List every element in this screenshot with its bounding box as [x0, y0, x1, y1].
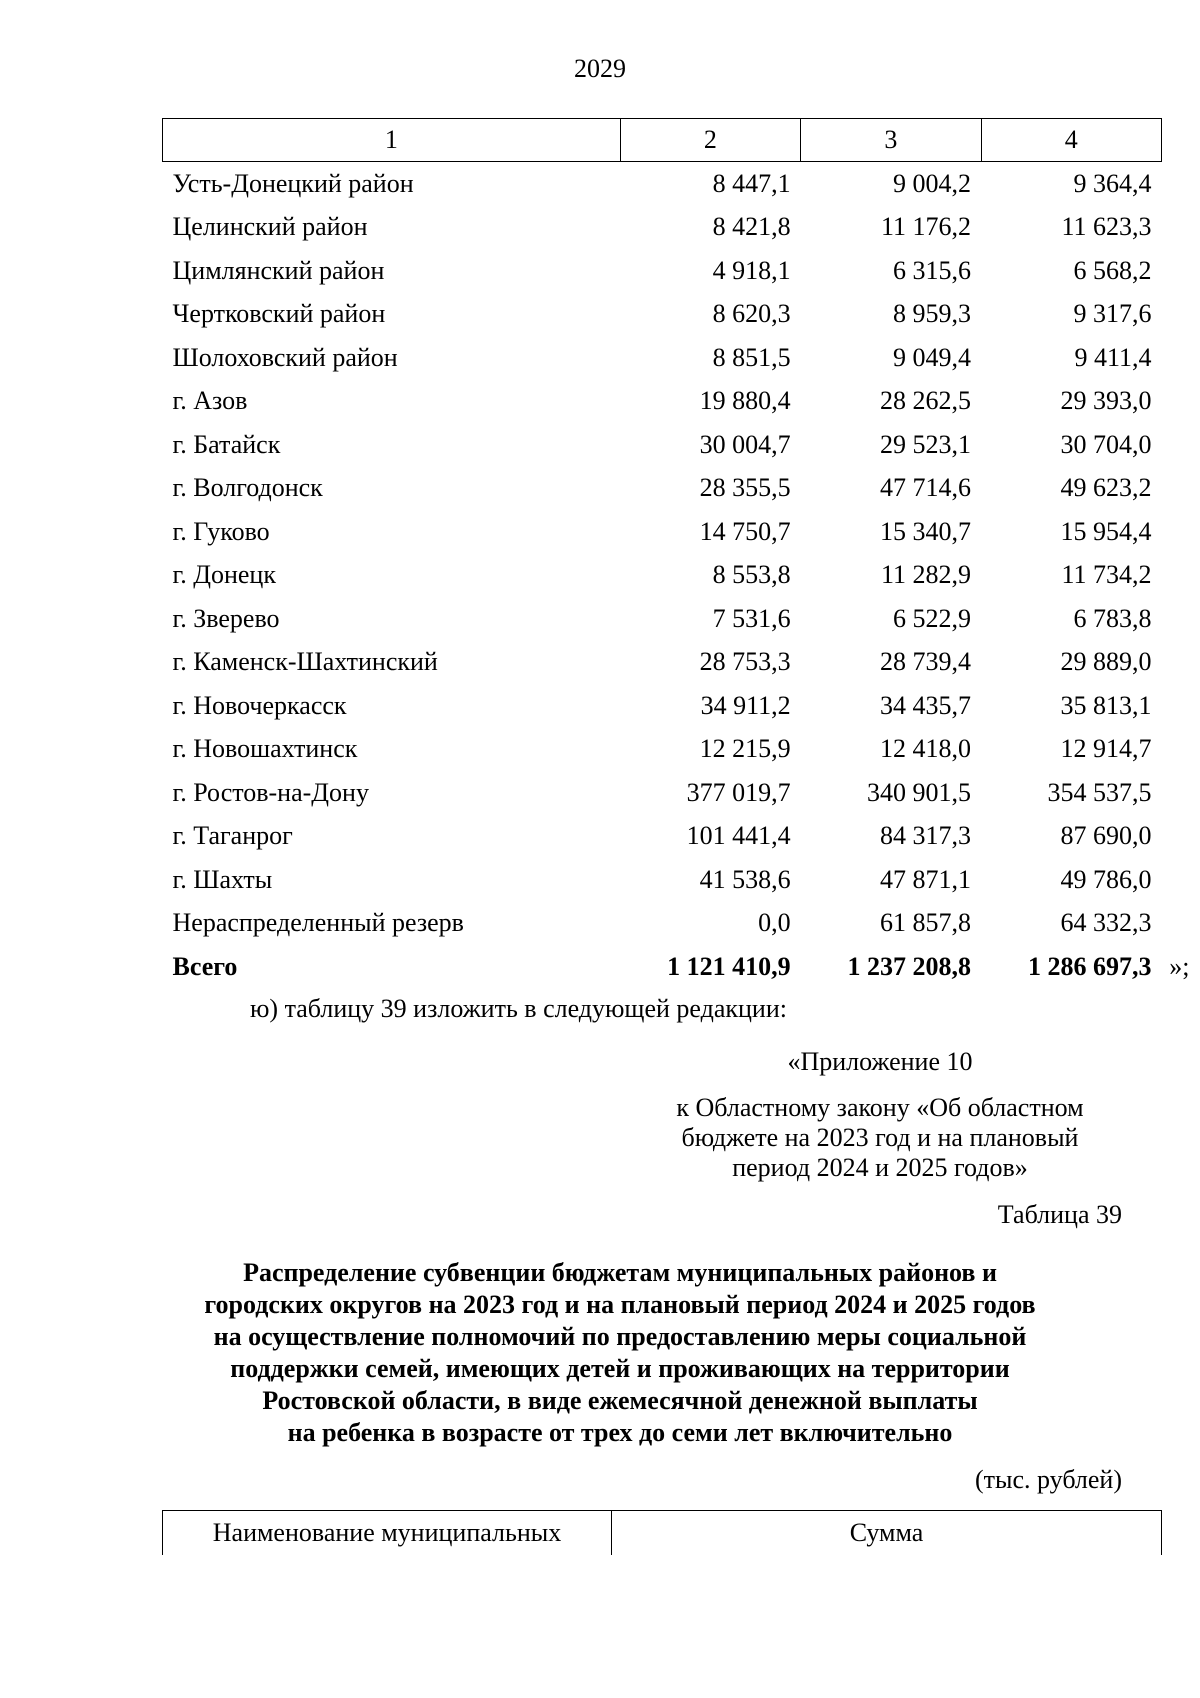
row-value-2025: 12 914,7: [1060, 734, 1152, 764]
row-value-2024: 34 435,7: [880, 690, 972, 720]
row-value-2025: 6 783,8: [1073, 603, 1152, 633]
header-sum: Сумма: [612, 1511, 1162, 1556]
header-col-3: 3: [801, 119, 981, 162]
table-row: [163, 162, 1162, 206]
table-number-label: Таблица 39: [997, 1200, 1122, 1229]
row-value-2025: 9 317,6: [1073, 299, 1152, 329]
row-value-2025: 87 690,0: [1060, 821, 1152, 851]
row-value-2025: 6 568,2: [1073, 255, 1152, 285]
total-value-2025-cell: [981, 945, 1190, 989]
row-value-2024: 9 004,2: [893, 168, 972, 198]
table-row: [163, 510, 1162, 554]
table-row: [163, 423, 1162, 467]
table-row: [163, 684, 1162, 728]
row-value-2023: 8 447,1: [712, 168, 791, 198]
quote-suffix: »;: [1169, 951, 1190, 981]
row-value-2023: 8 421,8: [712, 212, 791, 242]
row-name: г. Донецк: [172, 560, 276, 590]
row-value-2025: 64 332,3: [1060, 908, 1152, 938]
row-value-2023: 8 620,3: [712, 299, 791, 329]
row-value-2024: 11 282,9: [881, 560, 972, 590]
total-label: Всего: [172, 951, 238, 981]
row-value-2023: 34 911,2: [700, 690, 791, 720]
units-label: (тыс. рублей): [974, 1465, 1122, 1494]
header-municipality: Наименование муниципальных: [163, 1511, 612, 1556]
row-value-2025: 15 954,4: [1060, 516, 1152, 546]
table-row: [163, 380, 1162, 424]
table-heading: [160, 1257, 1080, 1449]
appendix-line: период 2024 и 2025 годов»: [732, 1153, 1028, 1182]
row-value-2025: 49 623,2: [1060, 473, 1152, 503]
row-name: г. Азов: [172, 386, 248, 416]
row-value-2024: 6 315,6: [893, 255, 972, 285]
table-row: [163, 293, 1162, 337]
row-value-2023: 14 750,7: [699, 516, 791, 546]
row-name: г. Каменск-Шахтинский: [172, 647, 438, 677]
row-name: г. Батайск: [172, 429, 281, 459]
row-value-2024: 84 317,3: [880, 821, 972, 851]
header-col-1: 1: [163, 119, 621, 162]
row-value-2023: 12 215,9: [699, 734, 791, 764]
row-name: Нераспределенный резерв: [172, 908, 464, 938]
row-value-2023: 28 753,3: [699, 647, 791, 677]
row-value-2023: 4 918,1: [712, 255, 791, 285]
header-col-4: 4: [981, 119, 1161, 162]
row-value-2023: 30 004,7: [699, 429, 791, 459]
total-value-2024: 1 237 208,8: [847, 951, 972, 981]
header-col-2: 2: [620, 119, 800, 162]
row-name: г. Новошахтинск: [172, 734, 358, 764]
table-row: [163, 771, 1162, 815]
row-value-2025: 11 734,2: [1061, 560, 1152, 590]
row-value-2023: 28 355,5: [699, 473, 791, 503]
table-row: [163, 554, 1162, 598]
row-value-2023: 8 553,8: [712, 560, 791, 590]
row-value-2024: 12 418,0: [880, 734, 972, 764]
table-row: [163, 467, 1162, 511]
heading-line: городских округов на 2023 год и на плановый период 2024 и 2025 годов: [204, 1290, 1036, 1319]
table-39-header-row: [163, 1511, 1162, 1556]
page-number: 2029: [574, 54, 626, 83]
total-value-2025: 1 286 697,3: [1028, 951, 1152, 981]
total-row: [163, 945, 1162, 989]
table-row: [163, 336, 1162, 380]
table-39-header: [162, 1510, 1162, 1555]
row-value-2023: 7 531,6: [712, 603, 791, 633]
row-value-2025: 11 623,3: [1061, 212, 1152, 242]
table-row: [163, 597, 1162, 641]
row-value-2024: 340 901,5: [867, 777, 972, 807]
row-name: г. Зверево: [172, 603, 280, 633]
row-value-2025: 354 537,5: [1047, 777, 1152, 807]
row-name: Цимлянский район: [172, 255, 385, 285]
row-name: г. Новочеркасск: [172, 690, 347, 720]
table-row: [163, 641, 1162, 685]
row-name: г. Шахты: [172, 864, 273, 894]
row-value-2025: 49 786,0: [1060, 864, 1152, 894]
row-value-2025: 29 393,0: [1060, 386, 1152, 416]
row-value-2023: 41 538,6: [699, 864, 791, 894]
row-name: г. Ростов-на-Дону: [172, 777, 369, 807]
row-value-2023: 101 441,4: [686, 821, 791, 851]
total-value-2023: 1 121 410,9: [667, 951, 791, 981]
row-value-2024: 47 871,1: [880, 864, 972, 894]
row-value-2024: 8 959,3: [893, 299, 972, 329]
table-row: [163, 858, 1162, 902]
row-value-2025: 35 813,1: [1060, 690, 1152, 720]
table-row: [163, 728, 1162, 772]
table-row: [163, 902, 1162, 946]
row-name: Чертковский район: [172, 299, 386, 329]
table-row: [163, 249, 1162, 293]
row-name: Шолоховский район: [172, 342, 398, 372]
row-name: Усть-Донецкий район: [172, 168, 414, 198]
table-header-row: [163, 119, 1162, 162]
row-value-2023: 19 880,4: [699, 386, 791, 416]
appendix-line: к Областному закону «Об областном: [676, 1093, 1084, 1122]
row-value-2024: 28 262,5: [880, 386, 972, 416]
amendment-instruction: ю) таблицу 39 изложить в следующей редакции:: [250, 994, 787, 1023]
appendix-line: бюджете на 2023 год и на плановый: [681, 1123, 1079, 1152]
row-value-2023: 0,0: [758, 908, 791, 938]
heading-line: Распределение субвенции бюджетам муниципальных районов и: [243, 1258, 997, 1287]
heading-line: Ростовской области, в виде ежемесячной денежной выплаты: [262, 1386, 978, 1415]
row-name: г. Волгодонск: [172, 473, 323, 503]
row-value-2024: 29 523,1: [880, 429, 972, 459]
row-value-2025: 9 411,4: [1074, 342, 1152, 372]
row-value-2025: 30 704,0: [1060, 429, 1152, 459]
row-name: г. Таганрог: [172, 821, 293, 851]
heading-line: поддержки семей, имеющих детей и проживающих на территории: [230, 1354, 1010, 1383]
row-value-2024: 9 049,4: [893, 342, 972, 372]
appendix-title: «Приложение 10: [787, 1047, 973, 1076]
row-value-2023: 377 019,7: [686, 777, 791, 807]
row-name: Целинский район: [172, 212, 368, 242]
subvention-table-continued: [162, 118, 1190, 989]
row-value-2024: 6 522,9: [893, 603, 972, 633]
table-row: [163, 815, 1162, 859]
row-value-2024: 61 857,8: [880, 908, 972, 938]
row-value-2024: 28 739,4: [880, 647, 972, 677]
row-name: г. Гуково: [172, 516, 270, 546]
row-value-2024: 15 340,7: [880, 516, 972, 546]
row-value-2024: 47 714,6: [880, 473, 972, 503]
row-value-2023: 8 851,5: [712, 342, 791, 372]
table-row: [163, 206, 1162, 250]
heading-line: на ребенка в возрасте от трех до семи лет включительно: [287, 1418, 953, 1447]
row-value-2025: 9 364,4: [1073, 168, 1152, 198]
row-value-2025: 29 889,0: [1060, 647, 1152, 677]
row-value-2024: 11 176,2: [881, 212, 972, 242]
heading-line: на осуществление полномочий по предоставлению меры социальной: [213, 1322, 1027, 1351]
appendix-subtitle: [660, 1093, 1100, 1183]
